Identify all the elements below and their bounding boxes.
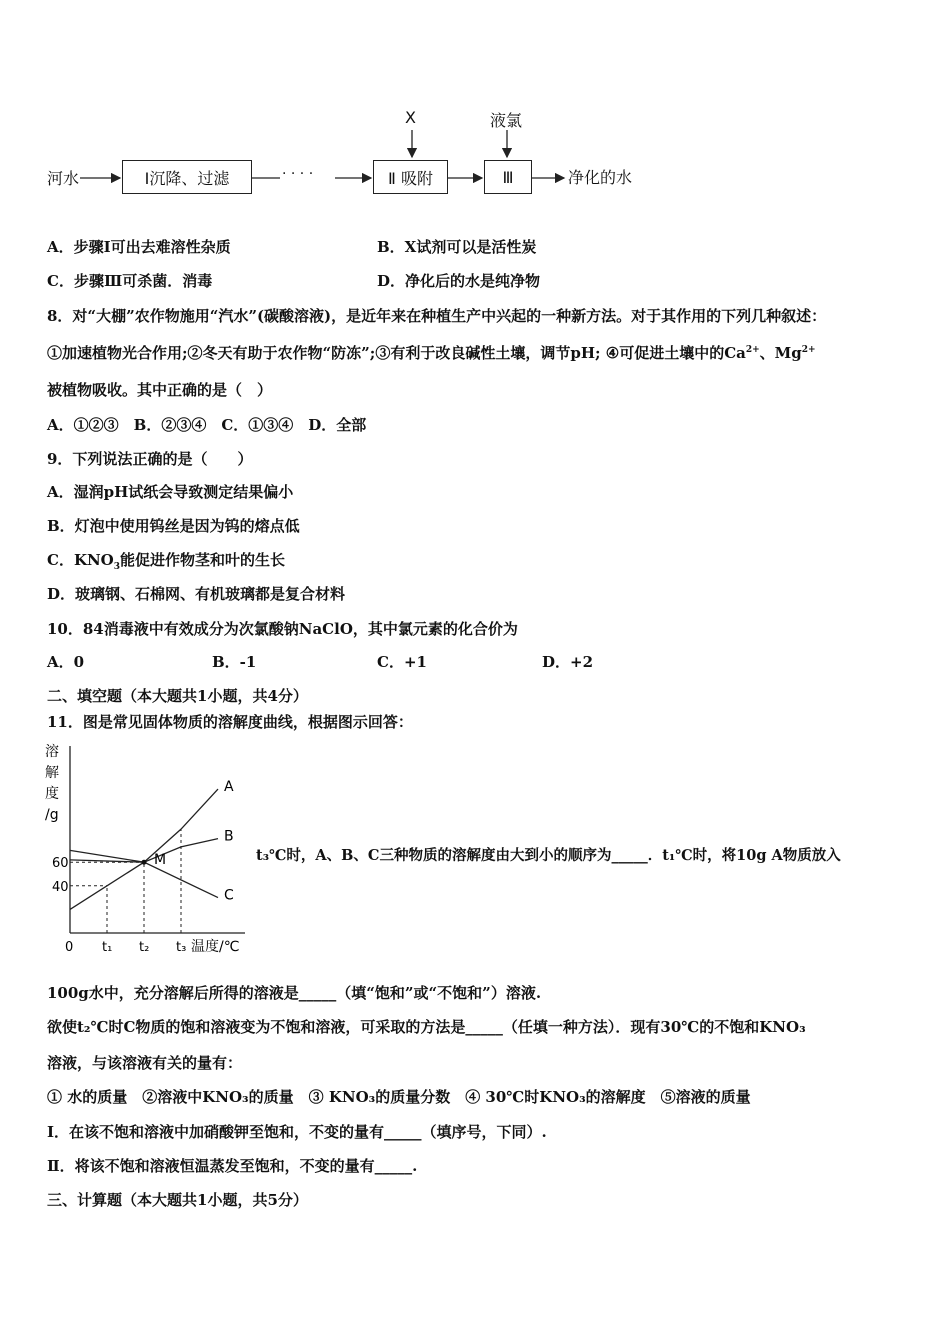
solubility-chart [40,738,255,958]
q9-option-a: A．湿润pH试纸会导致测定结果偏小 [47,483,294,501]
point-m [142,860,147,865]
q11-line-4: 溶液，与该溶液有关的量有： [47,1054,243,1072]
y-axis-label-1: 解 [45,765,59,781]
curve-label-A: A [224,779,234,796]
y-tick-60: 60 [52,856,69,872]
q7-option-d: D．净化后的水是纯净物 [377,272,541,290]
q11-line-7: Ⅱ．将该不饱和溶液恒温蒸发至饱和，不变的量有_____. [47,1157,418,1175]
y-axis-label-3: /g [45,807,59,823]
q11-line-2: 100g水中，充分溶解后所得的溶液是_____（填“饱和”或“不饱和”）溶液. [47,984,542,1002]
q7-option-b: B．X试剂可以是活性炭 [377,238,537,256]
q9-option-c-post: 能促进作物茎和叶的生长 [120,551,286,569]
flow-step3-label: Ⅲ [502,167,514,187]
curve-label-C: C [224,887,234,904]
q10-option-c: C．+1 [377,653,427,671]
flow-step2-label: Ⅱ 吸附 [388,168,433,188]
q11-side-text: t₃℃时，A、B、C三种物质的溶解度由大到小的顺序为_____．t₁℃时，将10g A物质放入 [256,847,841,864]
flow-input: 河水 [47,169,80,188]
section-3-heading: 三、计算题（本大题共1小题，共5分） [47,1191,308,1209]
q9-option-c-sub: 3 [113,562,121,572]
q8-stem-1: 8．对“大棚”农作物施用“汽水”(碳酸溶液)，是近年来在种植生产中兴起的一种新方法。对于其作用的下列几种叙述： [47,307,827,325]
flow-reagent-x: X [405,108,416,127]
flow-step1-label: Ⅰ沉降、过滤 [144,168,230,188]
q8-stem-2 [47,342,816,363]
y-axis-label-2: 度 [45,786,59,802]
flow-step1-box [122,160,252,194]
q9-option-d: D．玻璃钢、石棉网、有机玻璃都是复合材料 [47,585,346,603]
y-axis-label-0: 溶 [45,744,59,760]
y-tick-40: 40 [52,879,69,895]
x-tick-0: 0 [65,940,74,955]
q8-mg-charge: 2+ [801,345,816,355]
x-tick-t2: t₂ [139,940,150,955]
q7-option-a: A．步骤Ⅰ可出去难溶性杂质 [47,238,231,256]
q9-option-c-pre: C．KNO [47,551,114,569]
q9-option-b: B．灯泡中使用钨丝是因为钨的熔点低 [47,517,300,535]
q8-stem-2-mid: 、Mg [759,344,802,362]
q10-option-d: D．+2 [542,653,594,671]
q11-line-6: Ⅰ．在该不饱和溶液中加硝酸钾至饱和，不变的量有_____（填序号，下同）. [47,1123,547,1141]
q10-option-a: A．0 [47,653,85,671]
q8-stem-3: 被植物吸收。其中正确的是（ ） [47,381,273,399]
q7-option-c: C．步骤Ⅲ可杀菌．消毒 [47,272,213,290]
flow-reagent-cl: 液氯 [490,111,523,130]
q9-option-c [47,549,285,572]
x-axis-label: 温度/℃ [191,939,240,955]
q11-stem: 11．图是常见固体物质的溶解度曲线，根据图示回答： [47,713,413,731]
curve-A [70,789,218,909]
q8-options: A．①②③ B．②③④ C．①③④ D．全部 [47,416,367,434]
q11-line-3: 欲使t₂℃时C物质的饱和溶液变为不饱和溶液，可采取的方法是_____（任填一种方法）．现有30℃的不饱和KNO₃ [47,1018,806,1036]
q10-option-b: B．-1 [212,653,257,671]
x-tick-t3: t₃ [176,940,187,955]
flow-step2-box [373,160,448,194]
flow-step3-box [484,160,532,194]
curve-label-B: B [224,828,234,845]
flow-output: 净化的水 [568,168,633,187]
x-tick-t1: t₁ [102,940,113,955]
curve-B [70,839,218,863]
section-2-heading: 二、填空题（本大题共1小题，共4分） [47,687,308,705]
q11-line-5: ① 水的质量 ②溶液中KNO₃的质量 ③ KNO₃的质量分数 ④ 30℃时KNO₃的溶解度 ⑤溶液的质量 [47,1088,751,1106]
point-m-label: M [154,852,167,869]
flow-dots: · · · · [282,166,314,182]
q10-stem: 10．84消毒液中有效成分为次氯酸钠NaClO，其中氯元素的化合价为 [47,620,518,638]
q9-stem: 9．下列说法正确的是（ ） [47,450,253,468]
q8-ca-charge: 2+ [745,345,760,355]
q8-stem-2-text: ①加速植物光合作用;②冬天有助于农作物“防冻”;③有利于改良碱性土壤，调节pH; ④可促进土壤中的Ca [47,344,746,362]
